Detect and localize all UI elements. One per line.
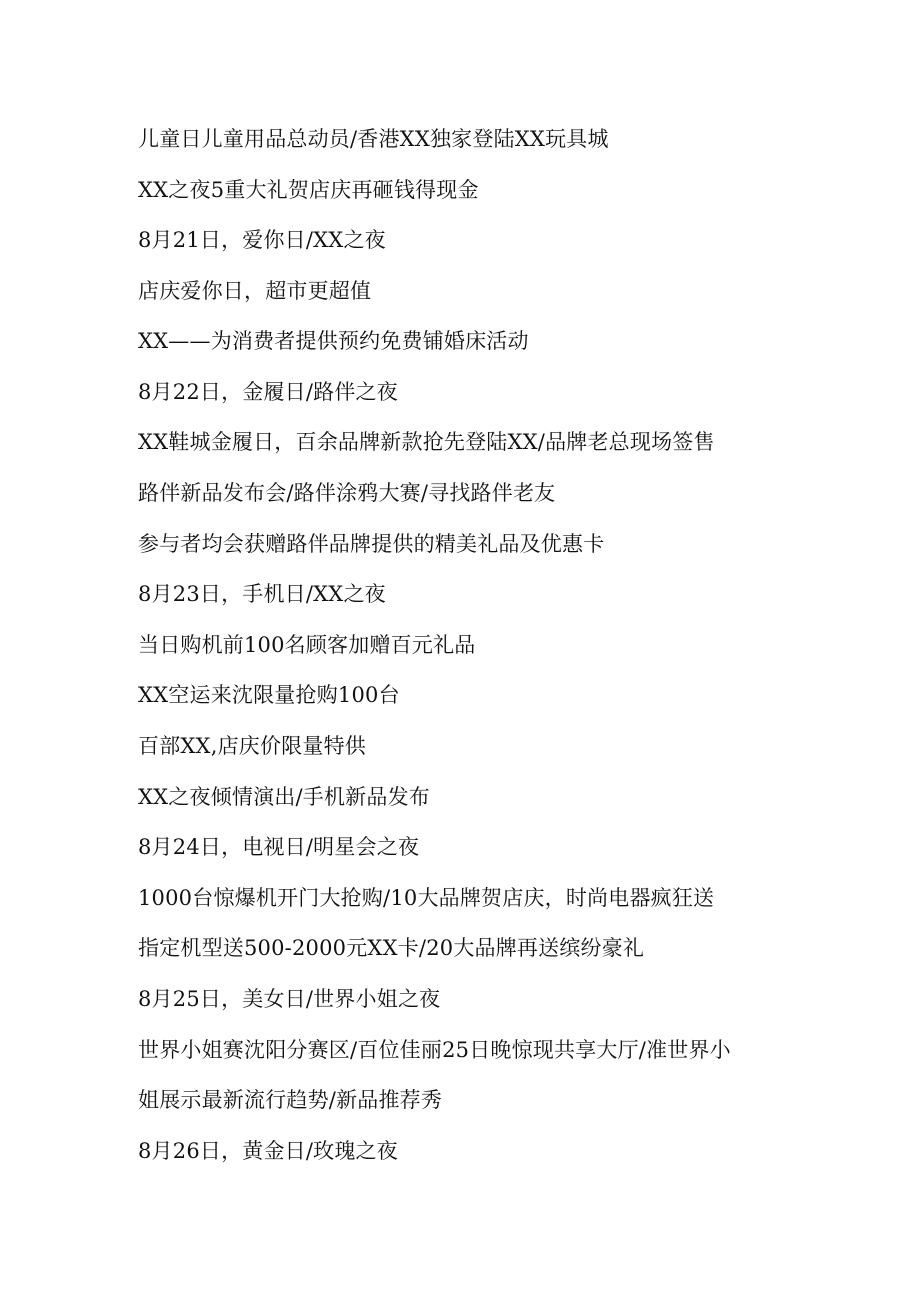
text-line: 8月23日，手机日/XX之夜 [138,582,386,607]
document-body [138,121,778,1184]
text-line: XX之夜5重大礼贺店庆再砸钱得现金 [138,177,479,202]
text-line: 8月26日，黄金日/玫瑰之夜 [138,1139,398,1164]
text-line: XX空运来沈限量抢购100台 [138,683,400,708]
text-line: 姐展示最新流行趋势/新品推荐秀 [138,1088,443,1113]
text-line: 参与者均会获赠路伴品牌提供的精美礼品及优惠卡 [138,531,605,556]
text-line: XX——为消费者提供预约免费铺婚床活动 [138,329,529,354]
text-line: 儿童日儿童用品总动员/香港XX独家登陆XX玩具城 [138,127,609,151]
text-line: 8月21日，爱你日/XX之夜 [138,228,386,253]
text-line: 8月22日，金履日/路伴之夜 [138,379,398,404]
text-line: 1000台惊爆机开门大抢购/10大品牌贺店庆，时尚电器疯狂送 [138,885,715,910]
text-line: 当日购机前100名顾客加赠百元礼品 [138,632,476,657]
text-line: 指定机型送500-2000元XX卡/20大品牌再送缤纷豪礼 [138,936,645,961]
text-line: 8月25日，美女日/世界小姐之夜 [138,987,441,1011]
text-line: 百部XX,店庆价限量特供 [138,734,366,759]
text-line: 店庆爱你日，超市更超值 [138,278,372,303]
text-line: 路伴新品发布会/路伴涂鸦大赛/寻找路伴老友 [138,481,556,506]
text-line: 8月24日，电视日/明星会之夜 [138,835,420,860]
text-line: XX鞋城金履日，百余品牌新款抢先登陆XX/品牌老总现场签售 [138,430,715,455]
text-line: 世界小姐赛沈阳分赛区/百位佳丽25日晚惊现共享大厅/准世界小 [138,1037,731,1062]
text-line: XX之夜倾情演出/手机新品发布 [138,784,430,809]
